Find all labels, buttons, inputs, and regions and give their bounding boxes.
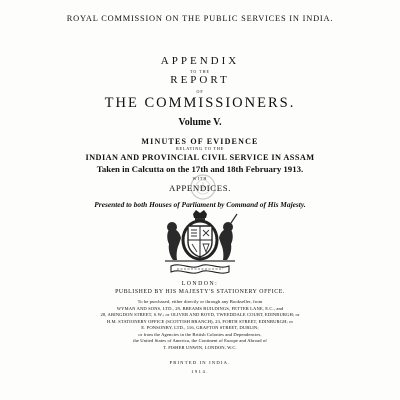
relating-connector: RELATING TO THE [175, 146, 225, 151]
commissioners-title: THE COMMISSIONERS. [104, 95, 296, 111]
taken-line: Taken in Calcutta on the 17th and 18th February 1913. [96, 164, 304, 174]
series-header: ROYAL COMMISSION ON THE PUBLIC SERVICES IN INDIA. [66, 14, 334, 23]
royal-coat-of-arms-icon [157, 208, 243, 278]
volume-label: Volume V. [178, 117, 222, 128]
of-connector: OF [196, 89, 204, 94]
to-the-connector: TO THE [190, 69, 210, 74]
appendices-label: APPENDICES. [168, 183, 232, 193]
publisher-line: or from the Agencies in the British Colonies and Dependencies, [138, 331, 262, 337]
publisher-line: T. FISHER UNWIN, LONDON, W.C. [163, 344, 237, 350]
publisher-line: 28, ABINGDON STREET, S.W.; or OLIVER AND BOYD, TWEEDDALE COURT, EDINBURGH; or [100, 312, 300, 317]
printed-in: PRINTED IN INDIA. [169, 360, 231, 365]
service-line: INDIAN AND PROVINCIAL CIVIL SERVICE IN ASSAM [85, 153, 315, 162]
publisher-line: WYMAN AND SONS, LTD., 29, BREAMS BUILDINGS, FETTER LANE, E.C., and [116, 305, 284, 311]
report-title: REPORT [170, 74, 230, 86]
published-by: PUBLISHED BY HIS MAJESTY'S STATIONERY OFFICE. [115, 289, 285, 295]
publisher-line: H.M. STATIONERY OFFICE (SCOTTISH BRANCH), 23, FORTH STREET, EDINBURGH; or [106, 318, 294, 324]
publication-year: 1914. [191, 369, 209, 374]
publisher-line: To be purchased, either directly or through any Bookseller, from [137, 299, 263, 304]
publisher-city: LONDON: [181, 281, 219, 287]
publisher-line: E. PONSONBY, LTD., 116, GRAFTON STREET, DUBLIN; [141, 325, 259, 330]
presented-line: Presented to both Houses of Parliament by Command of His Majesty. [94, 200, 306, 209]
minutes-heading: MINUTES OF EVIDENCE [141, 137, 259, 146]
publisher-line: the United States of America, the Continent of Europe and Abroad of [133, 338, 267, 343]
with-connector: WITH [192, 176, 208, 181]
appendix-title: APPENDIX [160, 55, 240, 67]
